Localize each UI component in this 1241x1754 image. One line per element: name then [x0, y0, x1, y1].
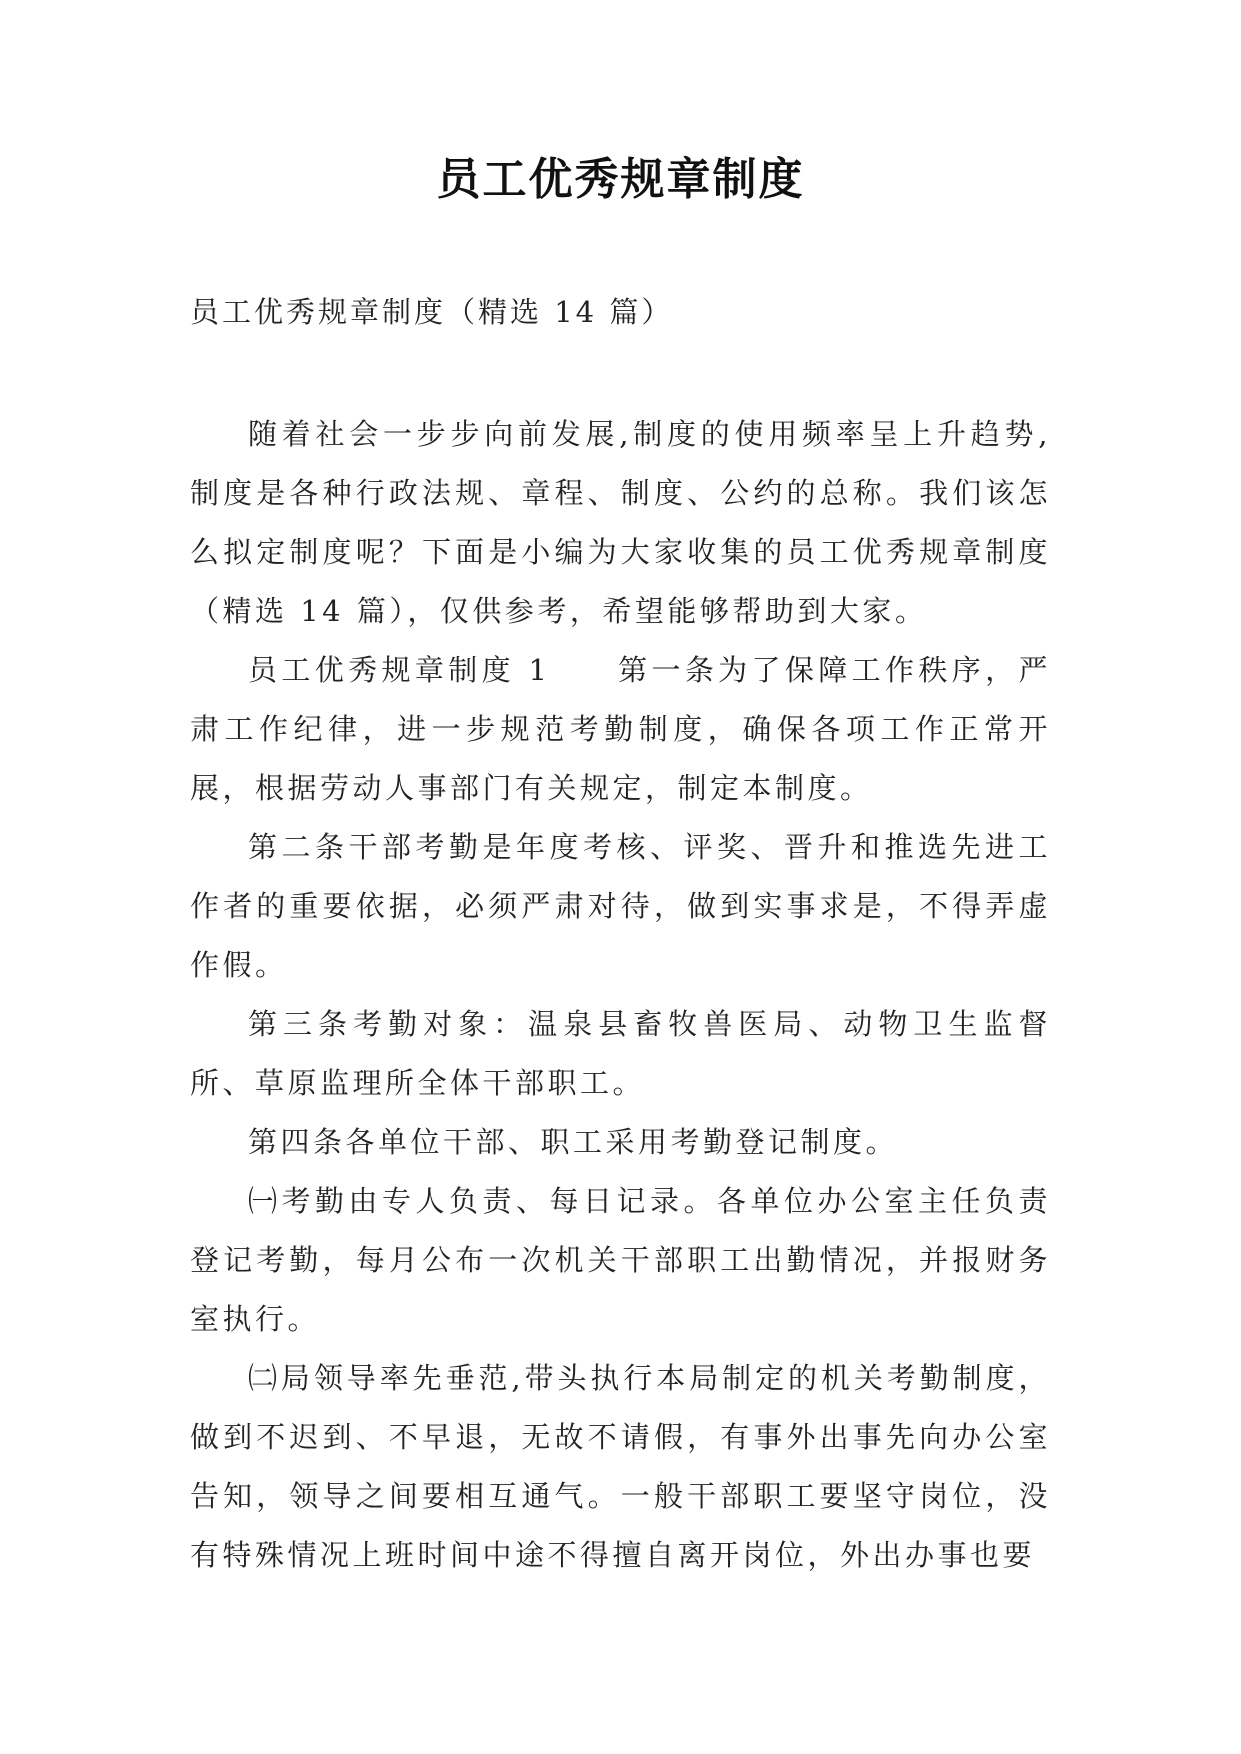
paragraph-item-2: ㈡局领导率先垂范,带头执行本局制定的机关考勤制度，做到不迟到、不早退，无故不请假，有事外出事先向办公室告知，领导之间要相互通气。一般干部职工要坚守岗位，没有特殊情况上班时间中途不得擅自离开岗位，外出办事也要: [190, 1361, 1051, 1572]
paragraph-article-4: 第四条各单位干部、职工采用考勤登记制度。: [248, 1125, 899, 1159]
document-body: [190, 405, 1051, 1585]
document-title: 员工优秀规章制度: [436, 154, 805, 205]
paragraph-article-1: 员工优秀规章制度 1 第一条为了保障工作秩序，严肃工作纪律，进一步规范考勤制度，确保各项工作正常开展，根据劳动人事部门有关规定，制定本制度。: [190, 653, 1051, 805]
paragraph-item-1: ㈠考勤由专人负责、每日记录。各单位办公室主任负责登记考勤，每月公布一次机关干部职工出勤情况，并报财务室执行。: [190, 1184, 1051, 1336]
paragraph-article-3: 第三条考勤对象：温泉县畜牧兽医局、动物卫生监督所、草原监理所全体干部职工。: [190, 1007, 1051, 1100]
document-subtitle: 员工优秀规章制度（精选 14 篇）: [190, 295, 674, 329]
paragraph-article-2: 第二条干部考勤是年度考核、评奖、晋升和推选先进工作者的重要依据，必须严肃对待，做到实事求是，不得弄虚作假。: [190, 830, 1051, 982]
paragraph-intro: 随着社会一步步向前发展,制度的使用频率呈上升趋势,制度是各种行政法规、章程、制度、公约的总称。我们该怎么拟定制度呢？下面是小编为大家收集的员工优秀规章制度（精选 14 篇），仅供参考，希望能够帮助到大家。: [190, 417, 1051, 628]
